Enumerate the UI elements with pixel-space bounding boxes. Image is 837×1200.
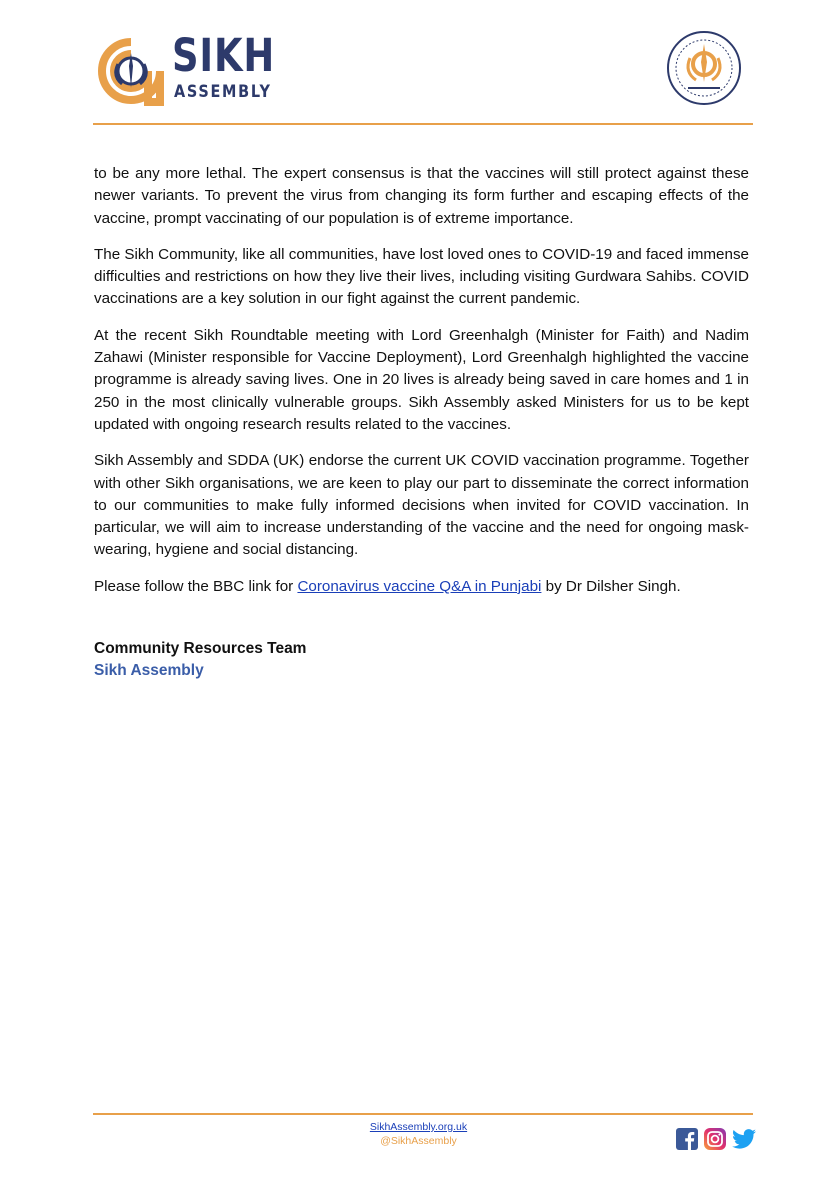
twitter-icon[interactable]	[732, 1128, 756, 1150]
website-link[interactable]: SikhAssembly.org.uk	[369, 1121, 468, 1133]
signature-team: Community Resources Team	[94, 640, 307, 657]
paragraph-1: to be any more lethal. The expert consensus is that the vaccines will still protect against these newer variants. To prevent the virus from changing its form further and escaping effects of the vaccine, prompt vaccinating of our population is of extreme importance.	[94, 165, 749, 227]
sikh-assembly-logo	[96, 29, 286, 108]
paragraph-4: Sikh Assembly and SDDA (UK) endorse the current UK COVID vaccination programme. Together with other Sikh organisations, we are keen to play our part to disseminate the correct information to our communities to make fully informed decisions when invited for COVID vaccination. In particular, we will aim to increase understanding of the vaccine and the need for ongoing mask-wearing, hygiene and social distancing.	[94, 452, 749, 559]
letter-body	[94, 163, 749, 612]
instagram-icon[interactable]	[704, 1128, 726, 1150]
link-intro-text: Please follow the BBC link for	[94, 577, 298, 595]
social-handle: @SikhAssembly	[380, 1135, 457, 1147]
link-outro-text: by Dr Dilsher Singh.	[541, 577, 681, 595]
sdda-emblem-icon	[664, 28, 744, 108]
signature-org: Sikh Assembly	[94, 662, 204, 679]
paragraph-2: The Sikh Community, like all communities, have lost loved ones to COVID-19 and faced immense difficulties and restrictions on how they live their lives, including visiting Gurdwara Sahibs. COVID vaccinations are a key solution in our fight against the current pandemic.	[94, 245, 749, 308]
bbc-vaccine-link[interactable]: Coronavirus vaccine Q&A in Punjabi	[297, 577, 542, 595]
paragraph-3: At the recent Sikh Roundtable meeting with Lord Greenhalgh (Minister for Faith) and Nadim Zahawi (Minister responsible for Vaccine Deployment), Lord Greenhalgh highlighted the vaccine programme is already saving lives. One in 20 lives is already being saved in care homes and 1 in 250 in the most clinically vulnerable groups. Sikh Assembly asked Ministers for us to be kept updated with ongoing research results related to the vaccines.	[94, 326, 749, 433]
facebook-icon[interactable]	[676, 1128, 698, 1150]
logo-subtitle: ASSEMBLY	[174, 82, 272, 102]
header-divider	[93, 123, 753, 125]
footer-divider	[93, 1113, 753, 1115]
khanda-logo-icon	[96, 36, 166, 106]
logo-wordmark: SIKH	[172, 29, 276, 82]
signature-block	[94, 638, 306, 682]
link-paragraph	[94, 576, 749, 598]
